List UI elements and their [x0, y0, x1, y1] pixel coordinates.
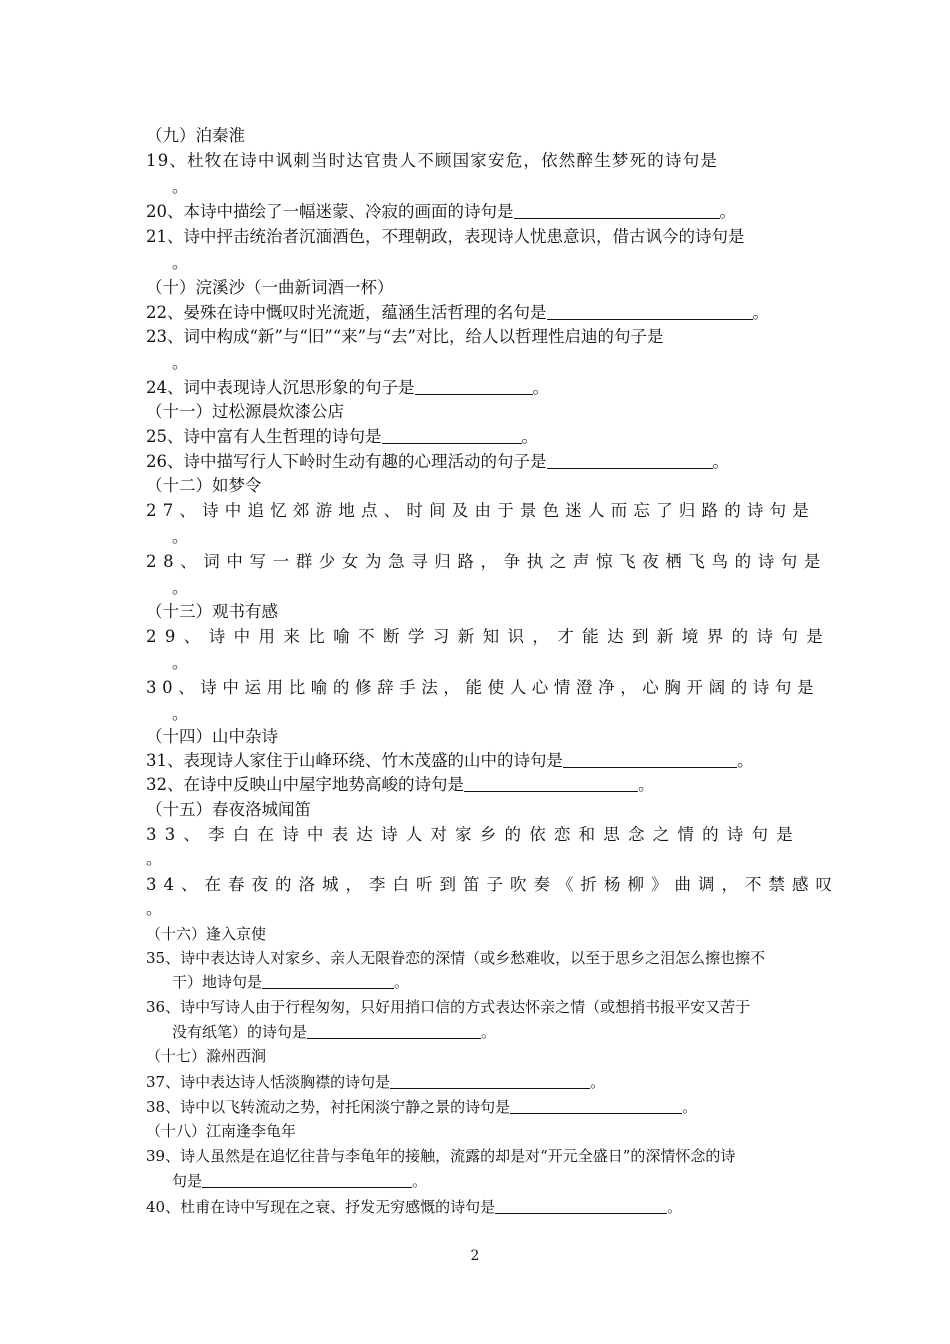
question-29: 29、诗中用来比喻不断学习新知识，才能达到新境界的诗句是 [146, 627, 832, 646]
answer-blank-26[interactable] [547, 452, 713, 469]
answer-blank-38[interactable] [510, 1097, 682, 1114]
period: 。 [712, 452, 729, 471]
question-35-line-2 [172, 970, 832, 994]
period: 。 [412, 1172, 428, 1190]
period: 。 [719, 202, 736, 221]
question-20-text: 20、本诗中描绘了一幅迷蒙、冷寂的画面的诗句是 [146, 202, 514, 221]
question-24-text: 24、词中表现诗人沉思形象的句子是 [146, 378, 415, 397]
period: 。 [394, 973, 410, 991]
period: 。 [481, 1023, 497, 1041]
question-26 [146, 450, 806, 474]
section-heading-17: （十七）滁州西涧 [146, 1047, 267, 1065]
question-22 [146, 301, 806, 325]
section-heading-15: （十五）春夜洛城闻笛 [146, 800, 311, 819]
question-25-text: 25、诗中富有人生哲理的诗句是 [146, 427, 382, 446]
question-23-period: 。 [172, 353, 189, 372]
section-heading-10: （十）浣溪沙（一曲新词酒一杯） [146, 278, 394, 297]
page-number: 2 [470, 1248, 480, 1264]
question-31-text: 31、表现诗人家住于山峰环绕、竹木茂盛的山中的诗句是 [146, 751, 563, 770]
section-heading-12: （十二）如梦令 [146, 476, 262, 495]
question-37-text: 37、诗中表达诗人恬淡胸襟的诗句是 [146, 1073, 391, 1091]
question-33: 33、李白在诗中表达诗人对家乡的依恋和思念之情的诗句是 [146, 825, 801, 844]
answer-blank-25[interactable] [382, 427, 522, 444]
answer-blank-36[interactable] [307, 1022, 481, 1039]
question-34-period: 。 [146, 899, 163, 918]
question-25 [146, 425, 806, 449]
period: 。 [682, 1098, 698, 1116]
period: 。 [590, 1073, 606, 1091]
question-37 [146, 1070, 806, 1094]
question-30: 30、诗中运用比喻的修辞手法，能使人心情澄净，心胸开阔的诗句是 [146, 678, 820, 697]
period: 。 [532, 378, 549, 397]
section-heading-11: （十一）过松源晨炊漆公店 [146, 402, 344, 421]
answer-blank-39[interactable] [202, 1171, 412, 1188]
section-heading-16: （十六）逢入京使 [146, 925, 267, 943]
answer-blank-37[interactable] [390, 1072, 590, 1089]
question-40 [146, 1195, 806, 1219]
answer-blank-20[interactable] [514, 202, 720, 219]
question-35-line-1: 35、诗中表达诗人对家乡、亲人无限眷恋的深情（或乡愁难收，以至于思乡之泪怎么擦也擦不 [146, 949, 766, 967]
question-28: 28、词中写一群少女为急寻归路，争执之声惊飞夜栖飞鸟的诗句是 [146, 552, 827, 571]
question-38-text: 38、诗中以飞转流动之势，衬托闲淡宁静之景的诗句是 [146, 1098, 511, 1116]
section-heading-9: （九）泊秦淮 [146, 126, 245, 145]
question-28-period: 。 [172, 578, 189, 597]
question-27-period: 。 [172, 527, 189, 546]
question-39-text: 句是 [172, 1172, 203, 1190]
question-36-line-1: 36、诗中写诗人由于行程匆匆，只好用捎口信的方式表达怀亲之情（或想捎书报平安又苦于 [146, 998, 751, 1016]
section-heading-18: （十八）江南逢李龟年 [146, 1122, 297, 1140]
period: 。 [667, 1198, 683, 1216]
question-33-period: 。 [146, 849, 163, 868]
question-19: 19、杜牧在诗中讽刺当时达官贵人不顾国家安危，依然醉生梦死的诗句是 [146, 151, 719, 170]
question-31 [146, 749, 806, 773]
question-32 [146, 773, 806, 797]
question-27: 27、诗中追忆郊游地点、时间及由于景色迷人而忘了归路的诗句是 [146, 501, 815, 520]
answer-blank-22[interactable] [547, 303, 753, 320]
question-36-text: 没有纸笔）的诗句是 [172, 1023, 308, 1041]
question-29-period: 。 [172, 653, 189, 672]
question-23: 23、词中构成“新”与“旧”“来”与“去”对比，给人以哲理性启迪的句子是 [146, 327, 664, 346]
question-21: 21、诗中抨击统治者沉湎酒色，不理朝政，表现诗人忧患意识，借古讽今的诗句是 [146, 227, 745, 246]
question-26-text: 26、诗中描写行人下岭时生动有趣的心理活动的句子是 [146, 452, 547, 471]
period: 。 [752, 303, 769, 322]
question-40-text: 40、杜甫在诗中写现在之衰、抒发无穷感慨的诗句是 [146, 1198, 496, 1216]
question-19-period: 。 [172, 177, 189, 196]
question-39-line-2 [172, 1169, 832, 1193]
period: 。 [521, 427, 538, 446]
section-heading-14: （十四）山中杂诗 [146, 727, 278, 746]
answer-blank-35[interactable] [262, 972, 394, 989]
question-21-period: 。 [172, 253, 189, 272]
answer-blank-31[interactable] [563, 751, 737, 768]
question-38 [146, 1095, 806, 1119]
question-35-text: 干）地诗句是 [172, 973, 263, 991]
answer-blank-40[interactable] [495, 1197, 667, 1214]
question-36-line-2 [172, 1020, 832, 1044]
question-24 [146, 376, 806, 400]
question-20 [146, 200, 806, 224]
question-39-line-1: 39、诗人虽然是在追忆往昔与李龟年的接触，流露的却是对“开元全盛日”的深情怀念的诗 [146, 1147, 736, 1165]
answer-blank-24[interactable] [415, 378, 533, 395]
period: 。 [638, 775, 655, 794]
question-34: 34、在春夜的洛城，李白听到笛子吹奏《折杨柳》曲调，不禁感叹 [146, 875, 839, 894]
answer-blank-32[interactable] [464, 775, 638, 792]
question-30-period: 。 [172, 704, 189, 723]
question-22-text: 22、晏殊在诗中慨叹时光流逝，蕴涵生活哲理的名句是 [146, 303, 547, 322]
section-heading-13: （十三）观书有感 [146, 602, 278, 621]
period: 。 [737, 751, 754, 770]
question-32-text: 32、在诗中反映山中屋宇地势高峻的诗句是 [146, 775, 464, 794]
